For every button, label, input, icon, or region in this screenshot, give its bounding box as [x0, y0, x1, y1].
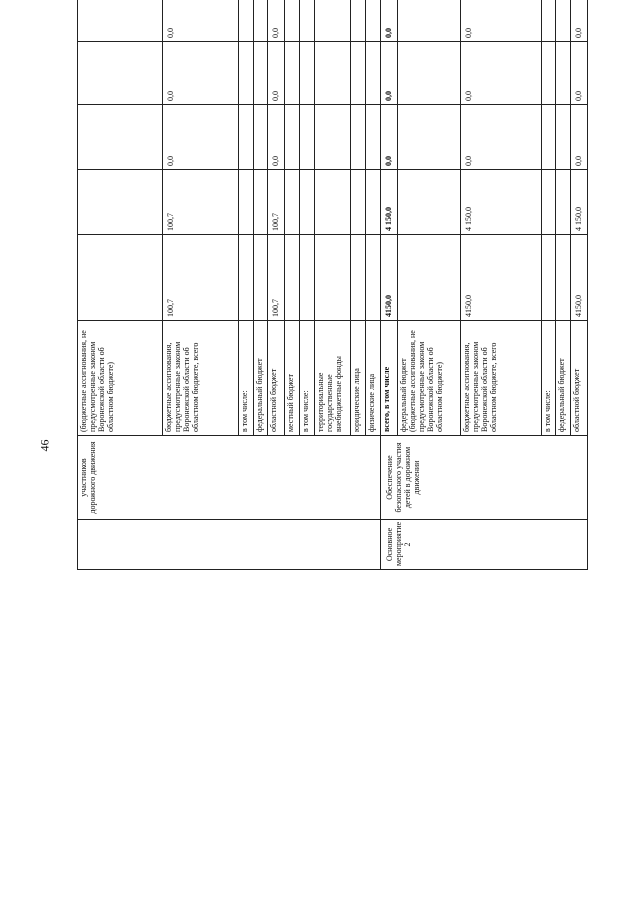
value-cell: 4150,0 — [461, 235, 542, 321]
value-cell — [253, 170, 268, 235]
value-cell — [541, 42, 556, 105]
table-row — [380, 0, 397, 570]
value-cell: 100,7 — [163, 235, 239, 321]
value-cell — [78, 0, 163, 42]
value-cell — [541, 0, 556, 42]
value-cell — [300, 170, 315, 235]
value-cell: 0,0 — [163, 0, 239, 42]
value-cell: 0,0 — [380, 0, 397, 42]
value-cell — [239, 105, 254, 170]
value-cell: 100,7 — [268, 235, 285, 321]
value-cell — [300, 235, 315, 321]
value-cell — [351, 0, 366, 42]
value-cell — [239, 235, 254, 321]
value-cell — [253, 0, 268, 42]
value-cell — [541, 235, 556, 321]
funding-source-cell: в том числе: — [300, 321, 315, 436]
funding-source-cell: местный бюджет — [285, 321, 300, 436]
value-cell: 100,7 — [163, 170, 239, 235]
value-cell — [239, 170, 254, 235]
value-cell — [556, 170, 571, 235]
value-cell — [78, 42, 163, 105]
funding-source-cell: физические лица — [365, 321, 380, 436]
value-cell: 0,0 — [461, 42, 542, 105]
value-cell — [300, 105, 315, 170]
value-cell — [365, 42, 380, 105]
value-cell — [285, 42, 300, 105]
value-cell: 0,0 — [570, 0, 587, 42]
value-cell — [253, 105, 268, 170]
value-cell — [78, 235, 163, 321]
value-cell: 0,0 — [163, 42, 239, 105]
value-cell — [314, 105, 351, 170]
value-cell — [285, 0, 300, 42]
funding-source-cell: федеральный бюджет — [556, 321, 571, 436]
value-cell: 0,0 — [380, 42, 397, 105]
value-cell: 4 150,0 — [570, 170, 587, 235]
value-cell: 0,0 — [163, 105, 239, 170]
value-cell: 100,7 — [268, 170, 285, 235]
value-cell — [351, 235, 366, 321]
value-cell — [397, 170, 460, 235]
value-cell — [351, 170, 366, 235]
value-cell — [78, 170, 163, 235]
value-cell — [556, 105, 571, 170]
value-cell — [314, 170, 351, 235]
value-cell — [239, 42, 254, 105]
value-cell: 0,0 — [268, 105, 285, 170]
value-cell: 0,0 — [570, 105, 587, 170]
funding-source-cell: федеральный бюджет (бюджетные ассигнования, не предусмотренные законом Воронежской области об областном бюджете) — [397, 321, 460, 436]
value-cell — [556, 235, 571, 321]
value-cell — [351, 42, 366, 105]
value-cell — [78, 105, 163, 170]
funding-source-cell: (бюджетные ассигнования, не предусмотренные законом Воронежской области об областном бюджете) — [78, 321, 163, 436]
value-cell — [397, 42, 460, 105]
value-cell — [541, 105, 556, 170]
funding-source-cell: областной бюджет — [268, 321, 285, 436]
measure-name-cell: участников дорожного движения — [78, 436, 381, 520]
value-cell: 0,0 — [461, 0, 542, 42]
value-cell: 4 150,0 — [461, 170, 542, 235]
activity-cell-continued — [78, 520, 381, 570]
funding-source-cell: в том числе: — [239, 321, 254, 436]
value-cell — [285, 170, 300, 235]
value-cell — [397, 0, 460, 42]
value-cell — [239, 0, 254, 42]
budget-table — [77, 0, 588, 570]
value-cell — [365, 0, 380, 42]
value-cell — [253, 42, 268, 105]
value-cell — [285, 105, 300, 170]
value-cell: 0,0 — [380, 105, 397, 170]
funding-source-cell: бюджетные ассигнования, предусмотренные законом Воронежской области об областном бюджете, всего — [163, 321, 239, 436]
funding-source-cell: юридические лица — [351, 321, 366, 436]
value-cell — [541, 170, 556, 235]
page-number: 46 — [37, 439, 52, 452]
table-row — [78, 0, 163, 570]
value-cell — [397, 105, 460, 170]
value-cell — [253, 235, 268, 321]
rotated-table-wrapper — [77, 28, 588, 845]
funding-source-cell: всего, в том числе — [380, 321, 397, 436]
funding-source-cell: территориальные государственные внебюджетные фонды — [314, 321, 351, 436]
value-cell — [314, 235, 351, 321]
value-cell: 0,0 — [268, 42, 285, 105]
funding-source-cell: бюджетные ассигнования, предусмотренные законом Воронежской области об областном бюджете, всего — [461, 321, 542, 436]
value-cell: 4150,0 — [380, 235, 397, 321]
value-cell — [556, 0, 571, 42]
activity-cell: Основное мероприятие 2 — [380, 520, 587, 570]
value-cell: 4 150,0 — [380, 170, 397, 235]
funding-source-cell: в том числе: — [541, 321, 556, 436]
value-cell — [556, 42, 571, 105]
value-cell: 0,0 — [570, 42, 587, 105]
funding-source-cell: областной бюджет — [570, 321, 587, 436]
value-cell — [397, 235, 460, 321]
value-cell — [314, 0, 351, 42]
value-cell — [365, 235, 380, 321]
value-cell — [365, 170, 380, 235]
value-cell: 0,0 — [461, 105, 542, 170]
value-cell — [351, 105, 366, 170]
value-cell — [314, 42, 351, 105]
measure-name-cell: Обеспечение безопасного участия детей в дорожном движении — [380, 436, 587, 520]
value-cell — [300, 42, 315, 105]
value-cell: 4150,0 — [570, 235, 587, 321]
value-cell — [365, 105, 380, 170]
value-cell: 0,0 — [268, 0, 285, 42]
value-cell — [300, 0, 315, 42]
funding-source-cell: федеральный бюджет — [253, 321, 268, 436]
value-cell — [285, 235, 300, 321]
